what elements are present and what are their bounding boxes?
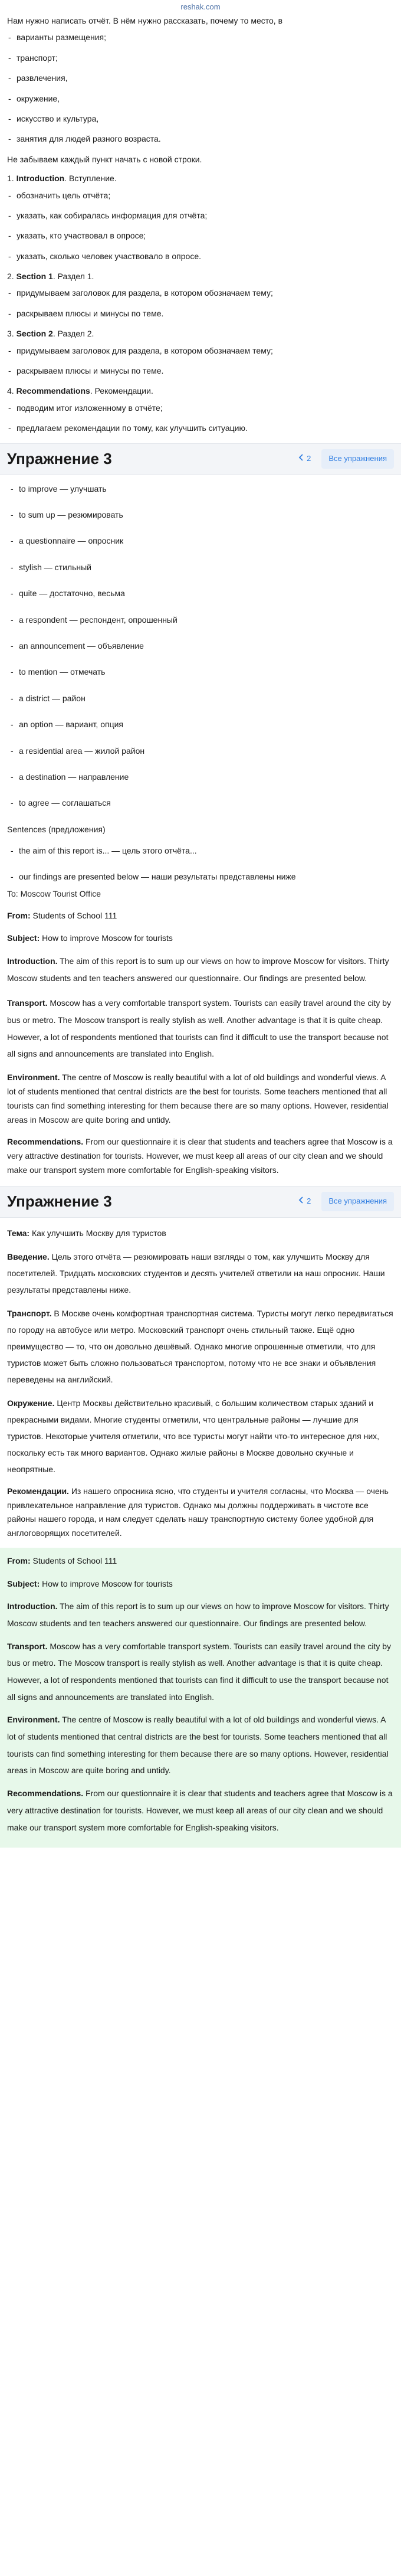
plan-bullet: - транспорт; — [7, 51, 394, 64]
ru-environment-text: Центр Москвы действительно красивый, с большим количеством старых зданий и прекрасными видами. Многие студенты отметили, что центральные районы — лучшие для туристов. Некоторые учителя отметили, что все туристы могут найти что-то интересное для них, поскольку есть так много вариантов. Однако жилые районы в Москве довольно скучные и неопрятные. — [7, 1398, 380, 1474]
green-intro — [7, 1598, 394, 1632]
section-item: - раскрываем плюсы и минусы по теме. — [7, 364, 394, 377]
ru-theme — [7, 1225, 394, 1241]
ru-recommendations — [7, 1485, 394, 1541]
section-num: 1. — [7, 174, 14, 184]
recommendations-text: From our questionnaire it is clear that students and teachers agree that Moscow is a very attractive destination for tourists. However, we must keep all areas of our city clean and we should make our transport system more comfortable for English-speaking visitors. — [7, 1789, 393, 1832]
from-label: From: — [7, 910, 31, 920]
subject-text: How to improve Moscow for tourists — [40, 1578, 173, 1588]
section-heading: Recommendations — [16, 386, 90, 396]
vocab-item: - an option — вариант, опция — [7, 718, 394, 731]
section-item: - раскрываем плюсы и минусы по теме. — [7, 307, 394, 320]
prev-exercise-number: 2 — [307, 1197, 311, 1206]
theme-label: Тема: — [7, 1228, 30, 1238]
recommendations-text: From our questionnaire it is clear that students and teachers agree that Moscow is a very attractive destination for tourists. However, we must keep all areas of our city clean and we should make our transport system more comfortable for English-speaking visitors. — [7, 1137, 393, 1175]
sentence-item: - the aim of this report is... — цель этого отчёта... — [7, 844, 394, 857]
green-from — [7, 1552, 394, 1570]
recommendations-label: Recommendations. — [7, 1137, 84, 1147]
exercise-bar — [0, 443, 401, 475]
vocab-item: - to agree — соглашаться — [7, 796, 394, 809]
vocab-item: - to sum up — резюмировать — [7, 508, 394, 521]
chevron-left-icon — [298, 453, 304, 465]
vocab-item: - quite — достаточно, весьма — [7, 587, 394, 600]
subject-text: How to improve Moscow for tourists — [40, 933, 173, 943]
section-item: - придумываем заголовок для раздела, в котором обозначаем тему; — [7, 344, 394, 357]
section-heading: Section 2 — [16, 329, 53, 339]
report-subject — [7, 930, 394, 947]
transport-label: Transport. — [7, 998, 48, 1008]
plan-bullet: - окружение, — [7, 92, 394, 105]
section-item: - указать, сколько человек участвовало в опросе. — [7, 250, 394, 263]
intro-text: The aim of this report is to sum up our views on how to improve Moscow for visitors. Thirty Moscow students and ten teachers answered our questionnaire. Our findings are presented below. — [7, 1601, 389, 1628]
green-subject — [7, 1575, 394, 1593]
transport-label: Transport. — [7, 1641, 48, 1651]
transport-text: Moscow has a very comfortable transport system. Tourists can easily travel around the city by bus or metro. The Moscow transport is really stylish as well. Another advantage is that it is quite cheap. However, a lot of respondents mentioned that tourists can find it difficult to use the transport because not all signs and announcements are translated into English. — [7, 1641, 392, 1702]
section-subtitle: . Рекомендации. — [90, 386, 153, 396]
plan-bullet: - занятия для людей разного возраста. — [7, 132, 394, 145]
sentence-item: - our findings are presented below — наши результаты представлены ниже — [7, 870, 394, 883]
plan-note: Не забываем каждый пункт начать с новой строки. — [7, 154, 202, 164]
from-text: Students of School 111 — [30, 910, 117, 920]
section-title-4 — [7, 384, 394, 397]
from-text: Students of School 111 — [30, 1555, 117, 1565]
intro-label: Introduction. — [7, 1601, 58, 1611]
report-russian — [0, 1225, 401, 1541]
section-item: - предлагаем рекомендации по тому, как улучшить ситуацию. — [7, 421, 394, 434]
recommendations-label: Recommendations. — [7, 1789, 84, 1799]
green-transport — [7, 1638, 394, 1706]
section-items-1 — [7, 189, 394, 263]
section-subtitle: . Раздел 1. — [52, 272, 94, 282]
exercise-nav — [294, 449, 394, 469]
theme-text: Как улучшить Москву для туристов — [29, 1228, 166, 1238]
subject-label: Subject: — [7, 1578, 40, 1588]
section-item: - подводим итог изложенному в отчёте; — [7, 401, 394, 414]
ru-transport-text: В Москве очень комфортная транспортная система. Туристы могут легко передвигаться по городу на автобусе или метро. Московский транспорт очень стильный также. Ещё одно преимущество — то, что он довольно дешёвый. Однако многие опрошенные отметили, что для туристов может быть сложно пользоваться транспортом, потому что не все знаки и объявления переведены на английский. — [7, 1308, 393, 1384]
section-title-1 — [7, 172, 394, 185]
vocab-item: - a questionnaire — опросник — [7, 534, 394, 547]
vocab-item: - a destination — направление — [7, 770, 394, 783]
section-subtitle: . Раздел 2. — [52, 329, 94, 339]
plan-bullet: - варианты размещения; — [7, 31, 394, 44]
vocab-item: - a respondent — респондент, опрошенный — [7, 613, 394, 626]
report-english — [0, 887, 401, 1178]
vocab-list — [7, 482, 394, 810]
ru-environment-label: Окружение. — [7, 1398, 55, 1408]
vocab-item: - a residential area — жилой район — [7, 744, 394, 757]
environment-text: The centre of Moscow is really beautiful with a lot of old buildings and wonderful views. A lot of students mentioned that central districts are the best for tourists. Some teachers mentioned that all tourists can find something interesting for them because there are so many options. However, residential areas in Moscow are quite boring and untidy. — [7, 1073, 389, 1124]
prev-exercise-button[interactable] — [294, 1193, 315, 1210]
section-num: 4. — [7, 386, 14, 396]
vocab-item: - to improve — улучшать — [7, 482, 394, 495]
ru-intro-text: Цель этого отчёта — резюмировать наши взгляды о том, как улучшить Москву для посетителей. Тридцать московских студентов и десять учителей ответили на наш опросник. Наши результаты представлены ниже. — [7, 1251, 385, 1294]
section-item: - указать, как собиралась информация для отчёта; — [7, 209, 394, 222]
vocab-item: - stylish — стильный — [7, 561, 394, 574]
highlighted-report — [0, 1548, 401, 1848]
ru-transport-label: Транспорт. — [7, 1308, 52, 1318]
all-exercises-button[interactable]: Все упражнения — [321, 1192, 394, 1211]
intro-text: The aim of this report is to sum up our views on how to improve Moscow for visitors. Thirty Moscow students and ten teachers answered our questionnaire. Our findings are presented below. — [7, 956, 389, 983]
exercise-title: Упражнение 3 — [7, 449, 112, 468]
section-heading: Introduction — [16, 174, 65, 184]
exercise-nav — [294, 1192, 394, 1211]
ru-environment — [7, 1395, 394, 1477]
intro-label: Introduction. — [7, 956, 58, 966]
transport-text: Moscow has a very comfortable transport system. Tourists can easily travel around the city by bus or metro. The Moscow transport is really stylish as well. Another advantage is that it is quite cheap. However, a lot of respondents mentioned that tourists can find it difficult to use the transport because not all signs and announcements are translated into English. — [7, 998, 392, 1059]
section-title-2 — [7, 270, 394, 283]
plan-bullet: - искусство и культура, — [7, 112, 394, 125]
plan-bullets — [7, 31, 394, 145]
report-transport — [7, 995, 394, 1063]
plan-intro: Нам нужно написать отчёт. В нём нужно рассказать, почему то место, в — [7, 16, 283, 25]
prev-exercise-button[interactable] — [294, 450, 315, 468]
report-to: To: Moscow Tourist Office — [7, 888, 101, 898]
section-heading: Section 1 — [16, 272, 53, 282]
environment-label: Environment. — [7, 1073, 60, 1083]
exercise-title: Упражнение 3 — [7, 1192, 112, 1210]
green-environment — [7, 1711, 394, 1779]
section-items-2 — [7, 286, 394, 320]
section-title-3 — [7, 327, 394, 340]
environment-label: Environment. — [7, 1715, 60, 1725]
report-recommendations — [7, 1135, 394, 1177]
from-label: From: — [7, 1555, 31, 1565]
section-item: - обозначить цель отчёта; — [7, 189, 394, 202]
section-items-4 — [7, 401, 394, 435]
exercise-bar — [0, 1186, 401, 1218]
section-num: 3. — [7, 329, 14, 339]
chevron-left-icon — [298, 1195, 304, 1208]
ru-intro — [7, 1248, 394, 1298]
section-num: 2. — [7, 272, 14, 282]
environment-text: The centre of Moscow is really beautiful with a lot of old buildings and wonderful views. A lot of students mentioned that central districts are the best for tourists. Some teachers mentioned that all tourists can find something interesting for them because there are so many options. However, residential areas in Moscow are quite boring and untidy. — [7, 1715, 389, 1776]
ru-rec-label: Рекомендации. — [7, 1486, 69, 1496]
section-item: - указать, кто участвовал в опросе; — [7, 229, 394, 242]
ru-intro-label: Введение. — [7, 1251, 50, 1261]
all-exercises-button[interactable]: Все упражнения — [321, 449, 394, 469]
sentences-list — [7, 844, 394, 884]
section-item: - придумываем заголовок для раздела, в котором обозначаем тему; — [7, 286, 394, 299]
vocab-section — [0, 482, 401, 884]
section-items-3 — [7, 344, 394, 378]
ru-transport — [7, 1305, 394, 1388]
report-environment — [7, 1071, 394, 1127]
vocab-item: - an announcement — объявление — [7, 639, 394, 652]
subject-label: Subject: — [7, 933, 40, 943]
section-subtitle: . Вступление. — [64, 174, 117, 184]
vocab-item: - to mention — отмечать — [7, 665, 394, 678]
plan-bullet: - развлечения, — [7, 71, 394, 84]
green-recommendations — [7, 1785, 394, 1836]
report-intro — [7, 953, 394, 986]
ru-rec-text: Из нашего опросника ясно, что студенты и учителя согласны, что Москва — очень привлекательное направление для туристов. Однако мы должны поддерживать в чистоте все районы нашего города, и нам следует сделать нашу транспортную систему более удобной для англоговорящих посетителей. — [7, 1486, 389, 1538]
sentences-label: Sentences (предложения) — [7, 824, 106, 834]
report-from — [7, 907, 394, 924]
plan-section — [0, 14, 401, 435]
vocab-item: - a district — район — [7, 692, 394, 705]
site-header[interactable]: reshak.com — [180, 2, 221, 11]
prev-exercise-number: 2 — [307, 454, 311, 463]
